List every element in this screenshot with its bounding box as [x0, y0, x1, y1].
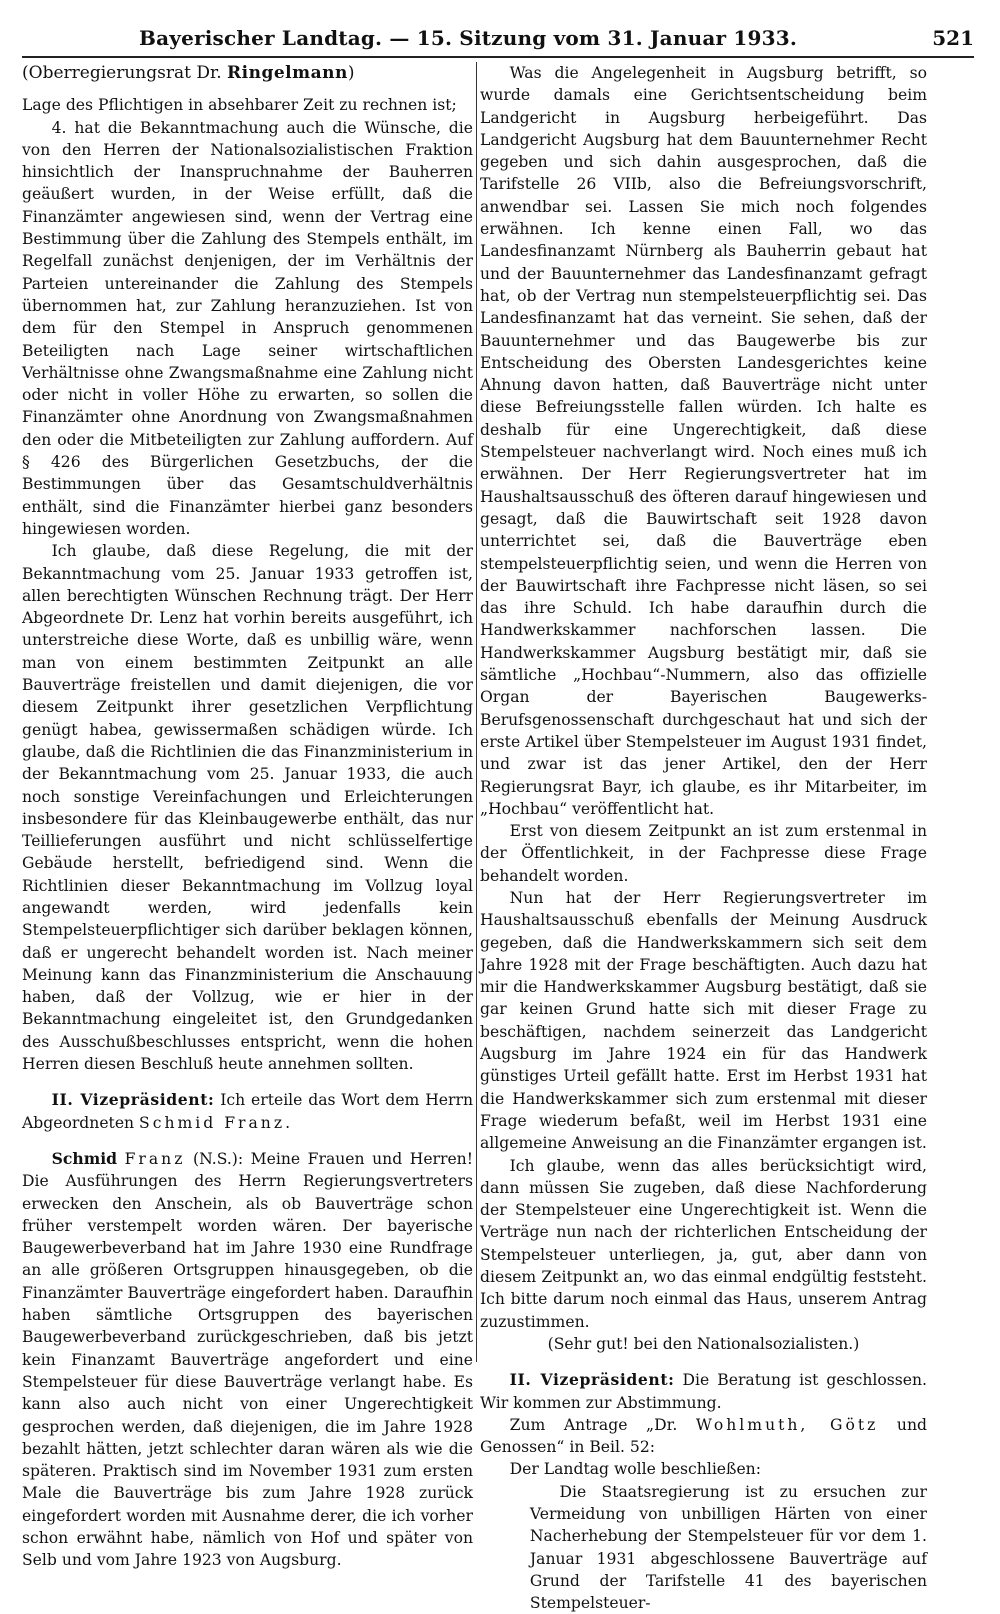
statement-text: . — [285, 1113, 291, 1132]
speaker-tag-prefix: (Oberregierungsrat Dr. — [22, 63, 228, 83]
paragraph: Ich glaube, wenn das alles berücksichtigt wird, dann müssen Sie zugeben, daß diese Nachforderung der Stempelsteuer eine Ungerechtigkeit ist. Wenn die Verträge nun nach der richterlichen Entscheidung der Stempelsteuer unterliegen, ja, gut, aber dann von diesem Zeitpunkt an, wo das einmal endgültig feststeht. Ich bitte darum noch einmal das Haus, unserem Antrag zuzustimmen. — [480, 1156, 927, 1331]
speaker-surname: Schmid — [51, 1148, 118, 1168]
speaker-heading: II. Vizepräsident: — [509, 1370, 675, 1390]
paragraph: Erst von diesem Zeitpunkt an ist zum erstenmal in der Öffentlichkeit, in der Fachpresse diese Frage behandelt worden. — [480, 822, 927, 885]
column-divider — [476, 62, 477, 1362]
speaker-tag-suffix: ) — [347, 63, 355, 83]
motion-intro-text: und — [878, 1415, 927, 1434]
speaker-tag-name: Ringelmann — [227, 63, 348, 83]
statement-text: Die Beratung ist geschlossen. Wir kommen zur Abstimmung. — [480, 1371, 927, 1412]
speaker-party: (N.S.): — [185, 1149, 251, 1168]
paragraph: Lage des Pflichtigen in absehbarer Zeit zu rechnen ist; — [22, 96, 457, 115]
paragraph: Ich glaube, daß diese Regelung, die mit der Bekanntmachung vom 25. Januar 1933 getroffen ist, allen berechtigten Wünschen Rechnung trägt. Der Herr Abgeordnete Dr. Lenz hat vorhin bereits ausgeführt, ich unterstreiche diese Worte, daß es unbillig wäre, wenn man von einem bestimmten Zeitpunkt an alle Bauverträge freistellen und damit diejenigen, die vor diesem Zeitpunkt ihrer gesetzlichen Verpflichtung genügt habea, gewissermaßen schädigen würde. Ich glaube, daß die Richtlinien die das Finanzministerium in der Bekanntmachung vom 25. Januar 1933, die auch noch sonstige Vereinfachungen und Erleichterungen insbesondere für das Kleinbaugewerbe enthält, das nur Teillieferungen ausführt und nicht schlüsselfertige Gebäude herstellt, befriedigend sind. Wenn die Richtlinien dieser Bekanntmachung im Vollzug loyal angewandt werden, wird jedenfalls kein Stempelsteuerpflichtiger sich darüber beklagen können, daß er ungerecht behandelt worden ist. Nach meiner Meinung kann das Finanzministerium die Anschauung haben, daß der Vollzug, wie er hier in der Bekanntmachung eingeleitet ist, den Grundgedanken des Ausschußbeschlusses entspricht, wenn die hohen Herren diesen Beschluß heute annehmen sollten. — [22, 542, 473, 1074]
motion-text: Die Staatsregierung ist zu ersuchen zur Vermeidung von unbilligen Härten von einer Nacherhebung der Stempelsteuer für vor dem 1. Januar 1931 abgeschlossene Bauverträge auf Grund der Tarifstelle 41 des bayerischen Stempelsteuer- — [529, 1482, 927, 1613]
right-column — [480, 62, 927, 1613]
applause-note: (Sehr gut! bei den Nationalsozialisten.) — [547, 1334, 860, 1353]
paragraph: 4. hat die Bekanntmachung auch die Wünsche, die von den Herren der Nationalsozialistischen Fraktion hinsichtlich der Inanspruchnahme der Bauherren geäußert wurden, in der Weise erfüllt, daß die Finanzämter angewiesen sind, wenn der Vertrag eine Bestimmung über die Zahlung des Stempels enthält, im Regelfall zunächst denjenigen, der im Verhältnis der Parteien untereinander die Zahlung des Stempels übernommen hat, zur Zahlung heranzuziehen. Ist von dem für den Stempel in Anspruch genommenen Beteiligten nach Lage seiner wirtschaftlichen Verhältnisse ohne Zwangsmaßnahme eine Zahlung nicht oder nicht in voller Höhe zu erwarten, so sollen die Finanzämter ohne Anordnung von Zwangsmaßnahmen den oder die Mitbeteiligten zur Zahlung auffordern. Auf § 426 des Bürgerlichen Gesetzbuchs, der die Bestimmungen über das Gesamtschuldverhältnis enthält, sind die Finanzämter hierbei ganz besonders hingewiesen worden. — [22, 118, 473, 538]
speaker-heading: II. Vizepräsident: — [51, 1090, 215, 1110]
speaker-tag — [22, 62, 473, 84]
vizepraesident-statement — [480, 1369, 927, 1414]
left-column — [22, 62, 473, 1570]
resolution-line: Der Landtag wolle beschließen: — [509, 1460, 761, 1479]
speech-text: Meine Frauen und Herren! Die Ausführungen des Herrn Regierungsvertreters erwecken den Anschein, als ob Bauverträge schon früher verstempelt worden wären. Der bayerische Baugewerbeverband hat im Jahre 1930 eine Rundfrage an alle größeren Ortsgruppen hinausgegeben, ob die Finanzämter Bauverträge eingefordert haben. Daraufhin haben sämtliche Ortsgruppen des bayerischen Baugewerbeverband zurückgeschrieben, daß bis jetzt kein Finanzamt Bauverträge angefordert und eine Stempelsteuer für diese Bauverträge verlangt habe. Es kann also auch nicht von einer Ungerechtigkeit gesprochen werden, daß diejenigen, die im Jahre 1928 bezahlt hätten, jetzt schlechter daran wären als wie die späteren. Praktisch sind im November 1931 zum ersten Male die Bauverträge bis zum Jahre 1928 zurück eingefordert worden mit Ausnahme derer, die ich vorher schon erwähnt habe, nämlich von Hof und später von Selb und vom Jahre 1923 von Augsburg. — [22, 1149, 473, 1570]
schmid-speech — [22, 1148, 473, 1572]
motion-intro-text: “ in Beil. 52: — [556, 1438, 655, 1457]
motion-intro-text: Genossen — [480, 1438, 557, 1457]
paragraph: Nun hat der Herr Regierungsvertreter im Haushaltsausschuß ebenfalls der Meinung Ausdruck gegeben, daß die Handwerkskammern sich seit dem Jahre 1928 mit der Frage beschäftigten. Auch dazu hat mir die Handwerkskammer Augsburg bestätigt, daß sie gar keinen Grund hatte sich mit dieser Frage zu beschäftigen, nachdem seinerzeit das Landgericht Augsburg im Jahre 1924 ein für das Handwerk günstiges Urteil gefällt hatte. Erst im Herbst 1931 hat die Handwerkskammer sich zum erstenmal mit dieser Frage wiederum befaßt, weil im Herbst 1931 eine allgemeine Anweisung an die Finanzämter ergangen ist. — [480, 888, 927, 1153]
motion-intro-text: Zum Antrage „Dr. — [509, 1415, 696, 1434]
statement-text: Ich erteile das Wort dem Herrn Abgeordneten — [22, 1091, 473, 1132]
motion-intro — [480, 1414, 927, 1459]
paragraph: Was die Angelegenheit in Augsburg betrifft, so wurde damals eine Gerichtsentscheidung beim Landgericht in Augsburg herbeigeführt. Das Landgericht Augsburg hat dem Bauunternehmer Recht gegeben und sich dahin ausgesprochen, daß die Tarifstelle 26 VIIb, also die Befreiungsvorschrift, anwendbar sei. Lassen Sie mich noch folgendes erwähnen. Ich kenne einen Fall, wo das Landesfinanzamt Nürnberg als Bauherrin gebaut hat und der Bauunternehmer das Landesfinanzamt gefragt hat, ob der Vertrag nun stempelsteuerpflichtig sei. Das Landesfinanzamt hat das verneint. Sie sehen, daß der Bauunternehmer und das Baugewerbe bis zur Entscheidung des Obersten Landesgerichtes keine Ahnung davon hatten, daß Bauverträge nicht unter diese Befreiungsstelle fallen würden. Ich halte es deshalb für eine Ungerechtigkeit, daß diese Stempelsteuer nachverlangt wird. Noch eines muß ich erwähnen. Der Herr Regierungsvertreter hat im Haushaltsausschuß des öfteren darauf hingewiesen und gesagt, daß die Bauwirtschaft seit 1928 davon unterrichtet sei, daß die Bauverträge eben stempelsteuerpflichtig seien, und wenn die Herren von der Bauwirtschaft ihre Fachpresse nicht läsen, so sei das ihre Schuld. Ich habe daraufhin durch die Handwerkskammer nachforschen lassen. Die Handwerkskammer Augsburg bestätigt mir, daß sie sämtliche „Hochbau“-Nummern, also das offizielle Organ der Bayerischen Baugewerks-Berufsgenossenschaft durchgeschaut hat und sich der erste Artikel über Stempelsteuer im August 1931 findet, und zwar ist das jener Artikel, den der Herr Regierungsrat Bayr, ich glaube, es ihr Mitarbeiter, im „Hochbau“ veröffentlicht hat. — [480, 64, 927, 818]
vizepraesident-statement — [22, 1089, 473, 1134]
motion-names: Wohlmuth, Götz — [695, 1415, 879, 1434]
speaker-name-spaced: Schmid Franz — [139, 1113, 286, 1132]
page-header — [22, 20, 974, 58]
page-number: 521 — [932, 26, 974, 50]
header-title: Bayerischer Landtag. — 15. Sitzung vom 31. Januar 1933. — [138, 26, 798, 50]
speaker-firstname: Franz — [124, 1149, 186, 1168]
